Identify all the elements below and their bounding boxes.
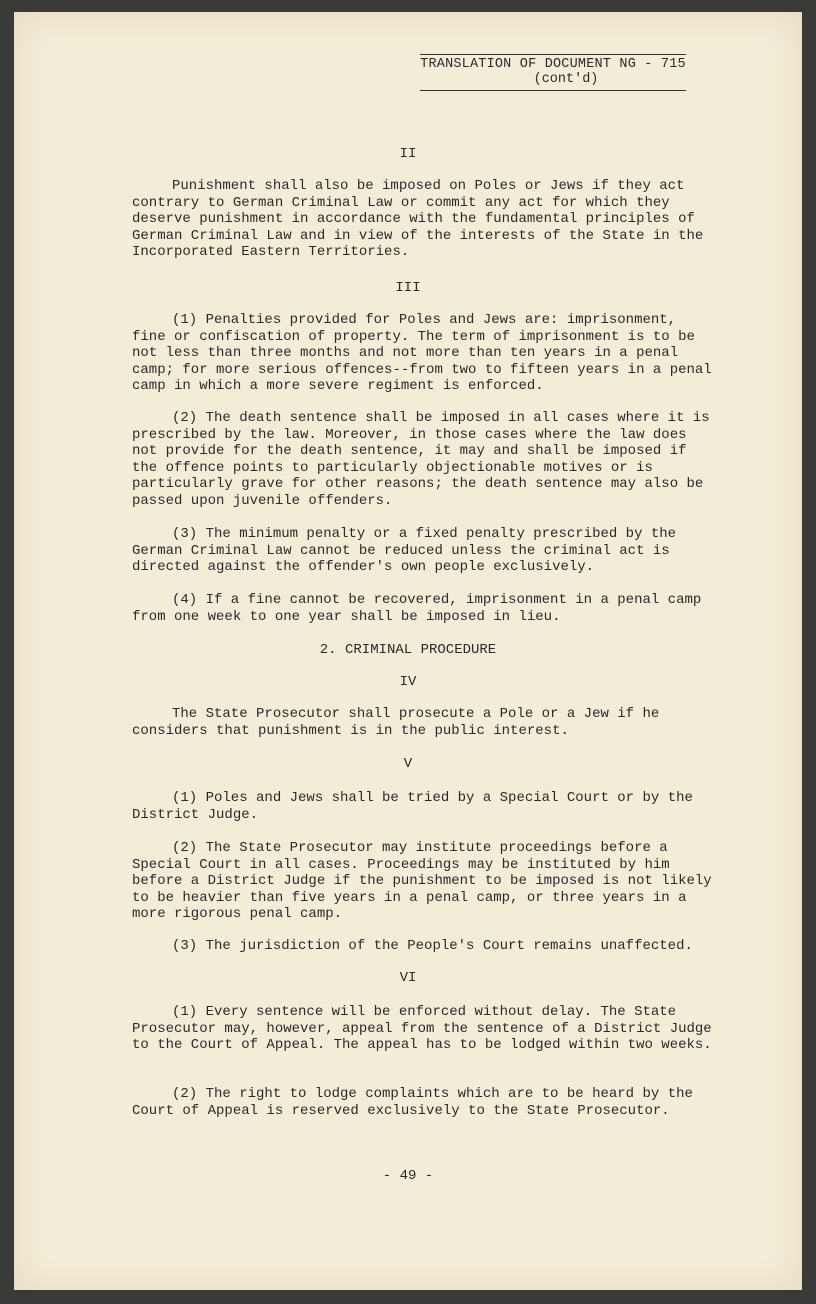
document-header bbox=[420, 54, 686, 91]
section-vi-para-2 bbox=[132, 1086, 712, 1119]
paragraph: (3) The jurisdiction of the People's Court remains unaffected. bbox=[172, 938, 693, 954]
section-vi-para-1 bbox=[132, 1004, 712, 1054]
paragraph: (3) The minimum penalty or a fixed penalty prescribed by the German Criminal Law cannot be reduced unless the criminal act is directed against the offender's own people exclusively. bbox=[132, 526, 677, 576]
header-top-rule bbox=[420, 54, 686, 55]
header-bottom-rule bbox=[420, 90, 686, 91]
section-v-para-2 bbox=[132, 840, 712, 923]
document-page bbox=[14, 12, 802, 1290]
paragraph: (1) Every sentence will be enforced without delay. The State Prosecutor may, however, appeal from the sentence of a District Judge to the Court of Appeal. The appeal has to be lodged within two weeks. bbox=[132, 1004, 712, 1054]
section-iii-para-3 bbox=[132, 526, 712, 576]
section-v-para-1 bbox=[132, 790, 712, 823]
paragraph: Punishment shall also be imposed on Poles or Jews if they act contrary to German Criminal Law or commit any act for which they deserve punishment in accordance with the fundamental principles of German Criminal Law and in view of the interests of the State in the Incorporated Eastern Territories. bbox=[132, 178, 704, 261]
paragraph: (2) The right to lodge complaints which are to be heard by the Court of Appeal is reserved exclusively to the State Prosecutor. bbox=[132, 1086, 693, 1119]
section-heading-iii: III bbox=[395, 280, 421, 296]
paragraph: (1) Penalties provided for Poles and Jews are: imprisonment, fine or confiscation of property. The term of imprisonment is to be not less than three months and not more than ten years in a penal camp; for more serious offences--from two to fifteen years in a penal camp in which a more severe regiment is enforced. bbox=[132, 312, 712, 395]
section-iii-para-2 bbox=[132, 410, 712, 510]
section-ii-body bbox=[132, 178, 712, 261]
paragraph: (1) Poles and Jews shall be tried by a Special Court or by the District Judge. bbox=[132, 790, 693, 823]
section-heading-v: V bbox=[403, 756, 413, 772]
paragraph: (2) The death sentence shall be imposed in all cases where it is prescribed by the law. Moreover, in those cases where the law does not provide for the death sentence, it may and shall be imposed if the offence points to particularly objectionable motives or is particularly grave for other reasons; the death sentence may also be passed upon juvenile offenders. bbox=[132, 410, 710, 509]
paragraph: The State Prosecutor shall prosecute a Pole or a Jew if he considers that punishment is in the public interest. bbox=[132, 706, 660, 739]
section-heading-ii: II bbox=[399, 146, 417, 162]
section-heading-vi: VI bbox=[399, 970, 417, 986]
section-iii-para-4 bbox=[132, 592, 712, 625]
header-title: TRANSLATION OF DOCUMENT NG - 715 bbox=[420, 57, 686, 72]
page-number: - 49 - bbox=[382, 1168, 434, 1184]
paragraph: (4) If a fine cannot be recovered, imprisonment in a penal camp from one week to one year shall be imposed in lieu. bbox=[132, 592, 702, 625]
section-iv-body bbox=[132, 706, 712, 739]
section-iii-para-1 bbox=[132, 312, 712, 395]
header-subtitle: (cont'd) bbox=[533, 72, 599, 87]
section-heading-iv: IV bbox=[399, 674, 417, 690]
criminal-procedure-heading: 2. CRIMINAL PROCEDURE bbox=[319, 642, 497, 658]
section-v-para-3 bbox=[132, 938, 712, 955]
paragraph: (2) The State Prosecutor may institute proceedings before a Special Court in all cases. Proceedings may be instituted by him before a District Judge if the punishment to be imposed is not likely to be heavier than five years in a penal camp, or three years in a more rigorous penal camp. bbox=[132, 840, 712, 923]
